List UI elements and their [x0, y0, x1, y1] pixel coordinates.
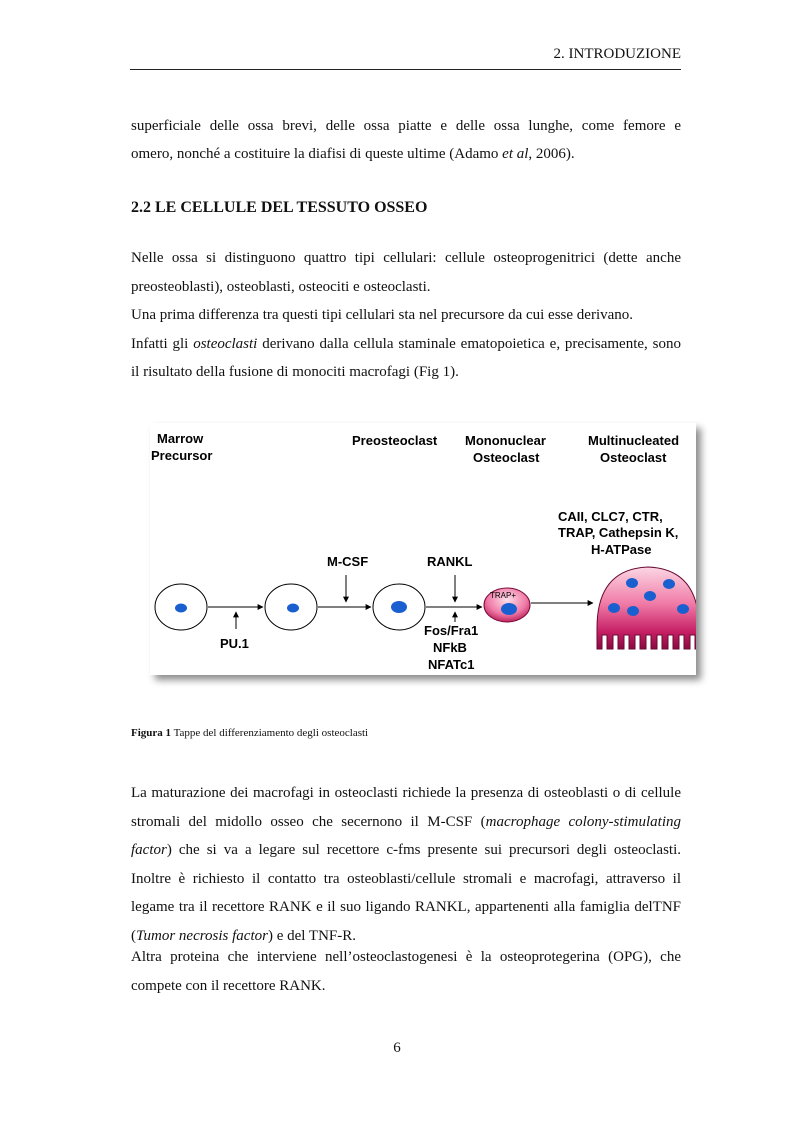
header-rule: [130, 69, 681, 70]
nucleus-8: [608, 603, 620, 613]
markers-line-1: CAII, CLC7, CTR,: [558, 509, 663, 524]
paragraph-maturation: [131, 779, 681, 950]
para1-text-b: derivano dalla cellula staminale ematopoietica e, precisamente, sono il risultato della fusione di monociti macrofagi (Fig 1).: [131, 335, 681, 380]
nucleus-2: [287, 604, 299, 613]
para1-emphasis-osteoclasti: osteoclasti: [193, 335, 258, 352]
nucleus-5: [626, 578, 638, 588]
label-multinucleated: Multinucleated: [588, 433, 680, 448]
nucleus-7: [663, 579, 675, 589]
label-preosteoclast: Preosteoclast: [352, 433, 438, 448]
figure-caption: [131, 727, 368, 739]
label-marrow: Marrow: [157, 431, 204, 446]
nucleus-3: [391, 601, 407, 613]
para1-text-a: Infatti gli: [131, 335, 194, 352]
label-osteoclast-multi: Osteoclast: [600, 450, 667, 465]
para1-sentence-2: Una prima differenza tra questi tipi cellulari sta nel precursore da cui esse derivano.: [131, 307, 634, 323]
factor-fos-fra1: Fos/Fra1: [424, 623, 479, 638]
markers-line-2: TRAP, Cathepsin K,: [558, 525, 679, 540]
intro-text-a: omero, nonché a costituire la diafisi di queste ultime (Adamo: [131, 146, 503, 162]
diagram: [150, 423, 696, 675]
paragraph-opg: Altra proteina che interviene nell’osteoclastogenesi è la osteoprotegerina (OPG), che compete con il recettore RANK.: [131, 949, 681, 994]
factor-nfatc1: NFATc1: [428, 657, 475, 672]
intro-line-2: [131, 140, 681, 169]
nucleus-9: [627, 606, 639, 616]
section-heading: 2.2 LE CELLULE DEL TESSUTO OSSEO: [131, 199, 428, 216]
running-header: 2. INTRODUZIONE: [553, 46, 681, 62]
intro-text-b: , 2006).: [528, 146, 575, 162]
para2-emphasis-tnf: Tumor necrosis factor: [136, 927, 268, 944]
para2-text-b: ) che si va a legare sul recettore c-fms presente sui precursori degli osteoclasti. Inoltre è richiesto il contatto tra osteoblasti/cellule stromali e macrofagi, attraverso il legame tra il recettore RANK e il suo ligando RANKL, appartenenti alla famiglia delTNF (: [131, 842, 681, 944]
nucleus-10: [677, 604, 689, 614]
label-precursor: Precursor: [151, 448, 213, 463]
label-trap-plus: TRAP+: [490, 591, 517, 600]
para2-text-a: La maturazione dei macrofagi in osteoclasti richiede la presenza di osteoblasti o di cellule stromali del midollo osseo che secernono il M-CSF (: [131, 785, 681, 830]
paragraph-cell-types: [131, 244, 681, 387]
label-mononuclear: Mononuclear: [465, 433, 546, 448]
factor-rankl: RANKL: [427, 554, 473, 569]
page-number: 6: [393, 1040, 401, 1056]
label-osteoclast-mono: Osteoclast: [473, 450, 540, 465]
nucleus-4: [501, 603, 517, 615]
nucleus-1: [175, 604, 187, 613]
intro-line-1: superficiale delle ossa brevi, delle ossa piatte e delle ossa lunghe, come femore e: [131, 118, 681, 134]
factor-pu1: PU.1: [220, 636, 249, 651]
para1-sentence-1: Nelle ossa si distinguono quattro tipi cellulari: cellule osteoprogenitrici (dette anche preosteoblasti), osteoblasti, osteociti e osteoclasti.: [131, 250, 681, 295]
intro-citation-etal: et al: [502, 146, 529, 162]
figure-osteoclast-differentiation: [150, 423, 696, 675]
caption-label: Figura 1: [131, 727, 172, 739]
caption-text: Tappe del differenziamento degli osteoclasti: [171, 727, 369, 739]
para2-emphasis-mcsf: macrophage colony-stimulating factor: [131, 813, 681, 858]
factor-nfkb: NFkB: [433, 640, 467, 655]
markers-line-3: H-ATPase: [591, 542, 652, 557]
factor-mcsf: M-CSF: [327, 554, 369, 569]
nucleus-6: [644, 591, 656, 601]
para2-text-c: ) e del TNF-R.: [267, 927, 356, 944]
